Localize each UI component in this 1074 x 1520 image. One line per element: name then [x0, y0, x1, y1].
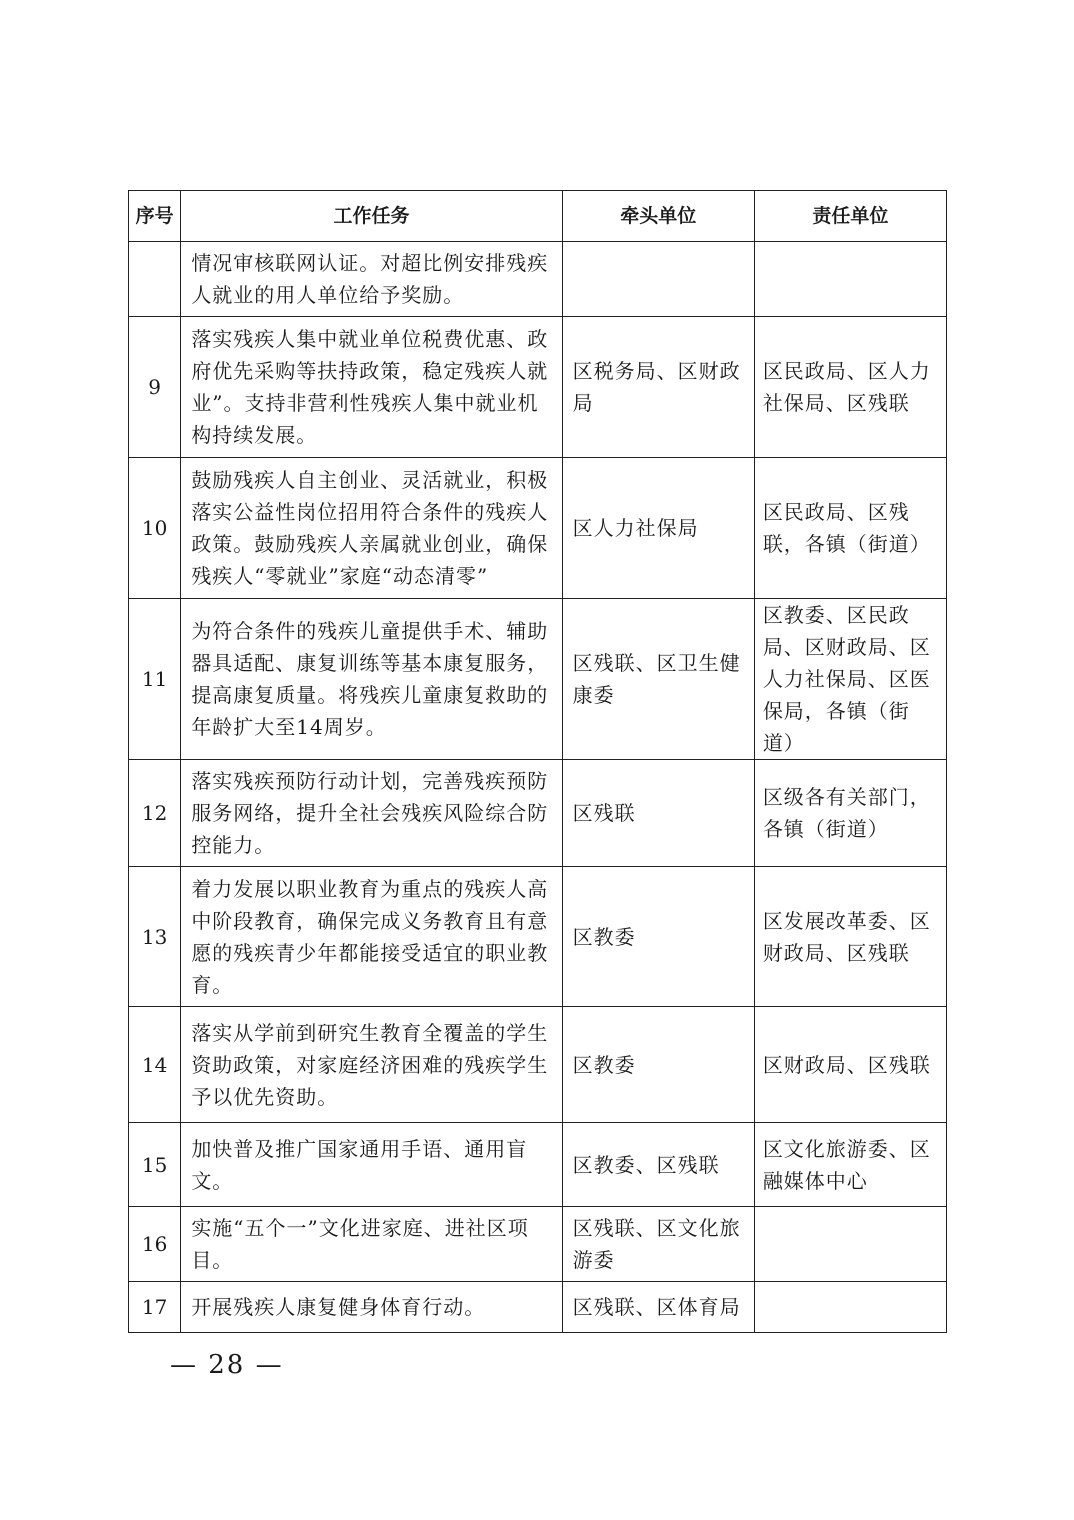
row-index: 17 — [129, 1282, 181, 1333]
table-row — [129, 1007, 947, 1123]
row-task: 着力发展以职业教育为重点的残疾人高中阶段教育，确保完成义务教育且有意愿的残疾青少年都能接受适宜的职业教育。 — [181, 867, 562, 1007]
table-row — [129, 867, 947, 1007]
table-row — [129, 1207, 947, 1282]
row-responsible-unit — [754, 242, 946, 317]
table-row — [129, 242, 947, 317]
table-row — [129, 317, 947, 458]
header-responsible-unit: 责任单位 — [754, 191, 946, 242]
table-row — [129, 458, 947, 599]
table-row — [129, 599, 947, 760]
row-task: 落实残疾预防行动计划，完善残疾预防服务网络，提升全社会残疾风险综合防控能力。 — [181, 760, 562, 867]
header-task: 工作任务 — [181, 191, 562, 242]
row-lead-unit: 区残联、区卫生健康委 — [562, 599, 754, 760]
row-responsible-unit: 区民政局、区残联，各镇（街道） — [754, 458, 946, 599]
row-index: 13 — [129, 867, 181, 1007]
row-lead-unit: 区人力社保局 — [562, 458, 754, 599]
row-lead-unit: 区残联、区体育局 — [562, 1282, 754, 1333]
table-row — [129, 1282, 947, 1333]
row-task: 开展残疾人康复健身体育行动。 — [181, 1282, 562, 1333]
row-responsible-unit: 区级各有关部门，各镇（街道） — [754, 760, 946, 867]
row-index: 15 — [129, 1123, 181, 1207]
row-task: 落实从学前到研究生教育全覆盖的学生资助政策，对家庭经济困难的残疾学生予以优先资助。 — [181, 1007, 562, 1123]
row-index: 16 — [129, 1207, 181, 1282]
row-lead-unit: 区残联 — [562, 760, 754, 867]
task-table — [128, 190, 947, 1333]
row-index: 10 — [129, 458, 181, 599]
row-responsible-unit: 区文化旅游委、区融媒体中心 — [754, 1123, 946, 1207]
row-lead-unit: 区教委 — [562, 1007, 754, 1123]
row-lead-unit: 区残联、区文化旅游委 — [562, 1207, 754, 1282]
row-lead-unit: 区教委、区残联 — [562, 1123, 754, 1207]
row-index: 12 — [129, 760, 181, 867]
row-index: 14 — [129, 1007, 181, 1123]
row-task: 为符合条件的残疾儿童提供手术、辅助器具适配、康复训练等基本康复服务，提高康复质量。将残疾儿童康复救助的年龄扩大至14周岁。 — [181, 599, 562, 760]
row-lead-unit — [562, 242, 754, 317]
row-task: 落实残疾人集中就业单位税费优惠、政府优先采购等扶持政策，稳定残疾人就业”。支持非营利性残疾人集中就业机构持续发展。 — [181, 317, 562, 458]
page-number: — 28 — — [170, 1350, 284, 1380]
row-index: 11 — [129, 599, 181, 760]
header-index: 序号 — [129, 191, 181, 242]
row-task: 情况审核联网认证。对超比例安排残疾人就业的用人单位给予奖励。 — [181, 242, 562, 317]
row-task: 鼓励残疾人自主创业、灵活就业，积极落实公益性岗位招用符合条件的残疾人政策。鼓励残疾人亲属就业创业，确保残疾人“零就业”家庭“动态清零” — [181, 458, 562, 599]
row-task: 加快普及推广国家通用手语、通用盲文。 — [181, 1123, 562, 1207]
row-lead-unit: 区教委 — [562, 867, 754, 1007]
row-responsible-unit: 区发展改革委、区财政局、区残联 — [754, 867, 946, 1007]
row-responsible-unit: 区教委、区民政局、区财政局、区人力社保局、区医保局，各镇（街道） — [754, 599, 946, 760]
table-row — [129, 760, 947, 867]
row-responsible-unit: 区民政局、区人力社保局、区残联 — [754, 317, 946, 458]
row-index: 9 — [129, 317, 181, 458]
row-lead-unit: 区税务局、区财政局 — [562, 317, 754, 458]
row-task: 实施“五个一”文化进家庭、进社区项目。 — [181, 1207, 562, 1282]
row-responsible-unit — [754, 1207, 946, 1282]
row-index — [129, 242, 181, 317]
header-lead-unit: 牵头单位 — [562, 191, 754, 242]
table-row — [129, 1123, 947, 1207]
table-header — [129, 191, 947, 242]
row-responsible-unit: 区财政局、区残联 — [754, 1007, 946, 1123]
row-responsible-unit — [754, 1282, 946, 1333]
